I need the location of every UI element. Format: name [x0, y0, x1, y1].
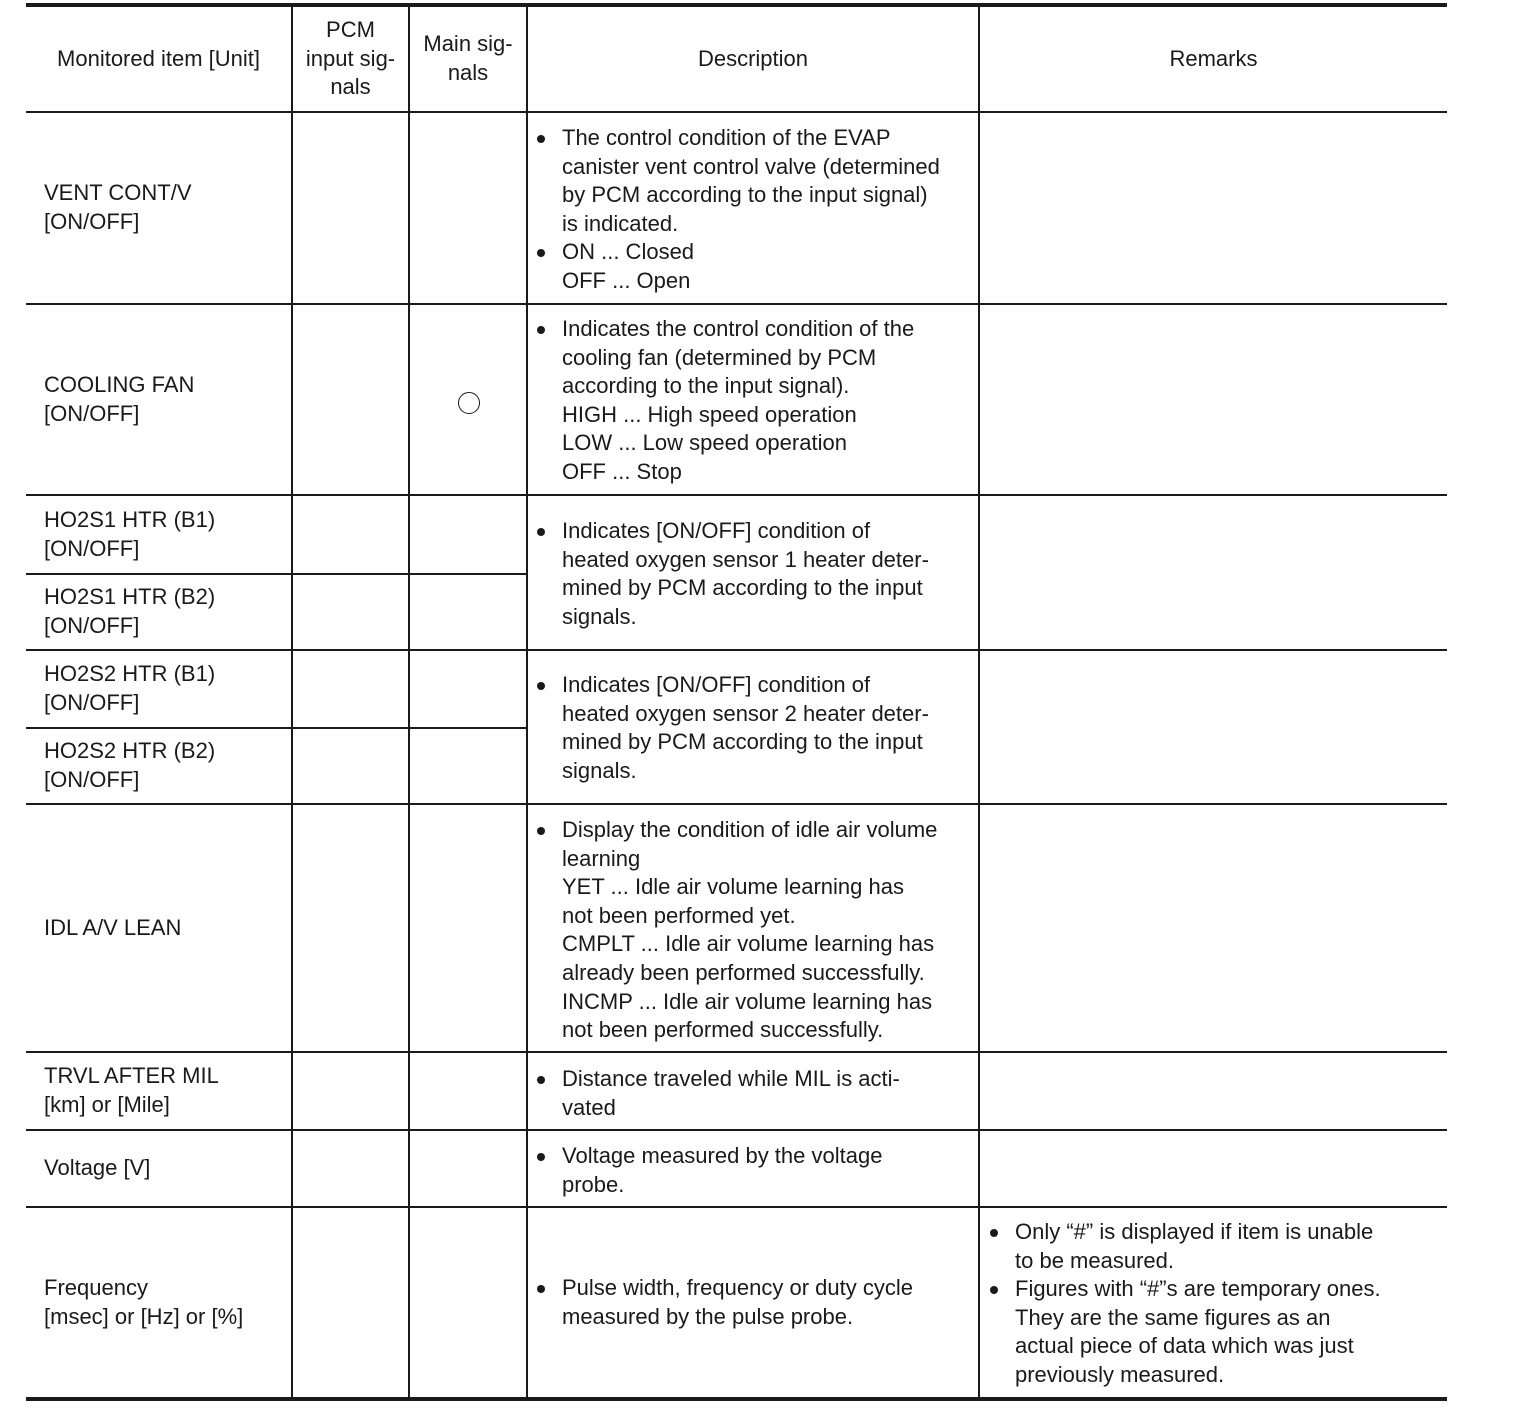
- main-signal-circle-icon: [458, 392, 480, 414]
- description-text-line: Pulse width, frequency or duty cycle: [562, 1274, 913, 1300]
- item-text-line: [km] or [Mile]: [44, 1092, 170, 1117]
- header-pcm-input-signals: [293, 7, 408, 111]
- description-voltage: [528, 1142, 978, 1199]
- description-bullet: [528, 671, 978, 785]
- description-text-line: heated oxygen sensor 2 heater deter-: [562, 700, 929, 726]
- item-ho2s1-htr-b2: [44, 575, 289, 649]
- description-text-line: measured by the pulse probe.: [562, 1303, 854, 1329]
- item-text-line: [ON/OFF]: [44, 613, 140, 638]
- item-cooling-fan: [44, 305, 289, 494]
- description-text-line: signals.: [562, 603, 637, 629]
- description-text-line: by PCM according to the input signal): [562, 182, 928, 208]
- item-text-line: HO2S1 HTR (B1): [44, 506, 216, 532]
- item-text-line: [ON/OFF]: [44, 209, 140, 234]
- description-text-line: Indicates [ON/OFF] condition of: [562, 672, 871, 697]
- description-text-line: signals.: [562, 757, 637, 783]
- remarks-text-line: to be measured.: [1015, 1247, 1174, 1273]
- item-text-line: IDL A/V LEAN: [44, 914, 182, 940]
- description-bullet: [528, 238, 978, 295]
- description-idl-av-lean: [528, 816, 978, 1045]
- remarks-text-line: Figures with “#”s are temporary ones.: [1015, 1276, 1381, 1302]
- description-text-line: according to the input signal).: [562, 373, 850, 399]
- description-bullet: [528, 1274, 913, 1331]
- description-cooling-fan: [528, 315, 978, 487]
- header-monitored-item: [26, 7, 291, 111]
- item-text-line: VENT CONT/V: [44, 180, 192, 206]
- description-text-line: not been performed yet.: [562, 902, 796, 928]
- item-text-line: [ON/OFF]: [44, 767, 140, 792]
- description-text-line: heated oxygen sensor 1 heater deter-: [562, 546, 929, 572]
- description-bullet: [528, 124, 978, 238]
- description-text-line: INCMP ... Idle air volume learning has: [562, 988, 933, 1014]
- description-frequency: [528, 1208, 978, 1397]
- header-monitored-item-label: Monitored item [Unit]: [57, 45, 260, 71]
- remarks-text-line: They are the same figures as an: [1015, 1304, 1331, 1330]
- item-text-line: [msec] or [Hz] or [%]: [44, 1303, 244, 1329]
- remarks-bullet: [981, 1218, 1443, 1275]
- item-text-line: Voltage [V]: [44, 1155, 151, 1181]
- description-text-line: canister vent control valve (determined: [562, 153, 940, 179]
- header-remarks-label: Remarks: [1169, 45, 1258, 71]
- item-trvl-after-mil: [44, 1053, 289, 1129]
- column-rule: [978, 5, 980, 1399]
- header-text-line: nals: [330, 74, 371, 100]
- item-text-line: Frequency: [44, 1274, 148, 1300]
- item-idl-av-lean: [44, 805, 289, 1051]
- header-text-line: input sig-: [305, 45, 396, 71]
- description-text-line: OFF ... Stop: [562, 458, 682, 484]
- remarks-text-line: actual piece of data which was just: [1015, 1333, 1354, 1359]
- description-bullet: [528, 1065, 978, 1122]
- description-text-line: CMPLT ... Idle air volume learning has: [562, 931, 935, 957]
- description-text-line: already been performed successfully.: [562, 959, 925, 985]
- remarks-bullet: [981, 1275, 1443, 1389]
- description-text-line: Display the condition of idle air volume: [562, 817, 938, 842]
- description-text-line: is indicated.: [562, 210, 679, 236]
- description-text-line: OFF ... Open: [562, 267, 691, 293]
- item-text-line: [ON/OFF]: [44, 535, 140, 561]
- header-text-line: nals: [447, 60, 489, 85]
- header-description: [528, 7, 978, 111]
- remarks-text-line: previously measured.: [1015, 1361, 1225, 1387]
- header-text-line: Main sig-: [423, 31, 513, 57]
- description-text-line: vated: [562, 1094, 616, 1120]
- description-text-line: mined by PCM according to the input: [562, 575, 923, 601]
- description-text-line: Distance traveled while MIL is acti-: [562, 1066, 900, 1091]
- description-text-line: mined by PCM according to the input: [562, 729, 923, 755]
- description-bullet: [528, 816, 978, 1045]
- description-vent-cont-v: [528, 124, 978, 296]
- item-text-line: TRVL AFTER MIL: [44, 1063, 219, 1089]
- description-text-line: not been performed successfully.: [562, 1017, 884, 1043]
- remarks-frequency: [981, 1218, 1443, 1390]
- description-bullet: [528, 1142, 978, 1199]
- header-text-line: PCM: [326, 17, 375, 43]
- item-ho2s2-htr-b1: [44, 651, 289, 727]
- item-text-line: HO2S2 HTR (B1): [44, 661, 216, 687]
- description-bullet: [528, 315, 978, 487]
- header-main-signals: [410, 7, 526, 111]
- item-text-line: HO2S1 HTR (B2): [44, 584, 216, 610]
- table-bottom-rule: [26, 1397, 1447, 1401]
- item-ho2s2-htr-b2: [44, 729, 289, 803]
- item-text-line: COOLING FAN: [44, 371, 195, 397]
- description-text-line: Voltage measured by the voltage: [562, 1143, 883, 1168]
- description-text-line: HIGH ... High speed operation: [562, 401, 857, 427]
- description-text-line: LOW ... Low speed operation: [562, 430, 847, 456]
- description-text-line: cooling fan (determined by PCM: [562, 344, 877, 370]
- description-trvl-after-mil: [528, 1065, 978, 1122]
- item-text-line: HO2S2 HTR (B2): [44, 738, 216, 764]
- description-text-line: Indicates the control condition of the: [562, 316, 915, 341]
- description-ho2s1-htr: [528, 517, 978, 631]
- remarks-text-line: Only “#” is displayed if item is unable: [1015, 1219, 1374, 1244]
- column-rule: [408, 5, 410, 1399]
- description-text-line: YET ... Idle air volume learning has: [562, 874, 904, 900]
- header-remarks: [980, 7, 1447, 111]
- description-bullet: [528, 517, 978, 631]
- description-text-line: learning: [562, 845, 641, 871]
- description-text-line: Indicates [ON/OFF] condition of: [562, 518, 871, 543]
- header-description-label: Description: [697, 45, 809, 71]
- description-text-line: The control condition of the EVAP: [562, 125, 891, 150]
- column-rule: [291, 5, 293, 1399]
- description-text-line: probe.: [562, 1171, 625, 1197]
- item-text-line: [ON/OFF]: [44, 690, 140, 715]
- item-voltage: [44, 1131, 289, 1206]
- item-text-line: [ON/OFF]: [44, 400, 140, 426]
- item-frequency: [44, 1208, 289, 1397]
- description-ho2s2-htr: [528, 671, 978, 785]
- item-vent-cont-v: [44, 113, 289, 303]
- item-ho2s1-htr-b1: [44, 496, 289, 573]
- description-text-line: ON ... Closed: [562, 239, 695, 265]
